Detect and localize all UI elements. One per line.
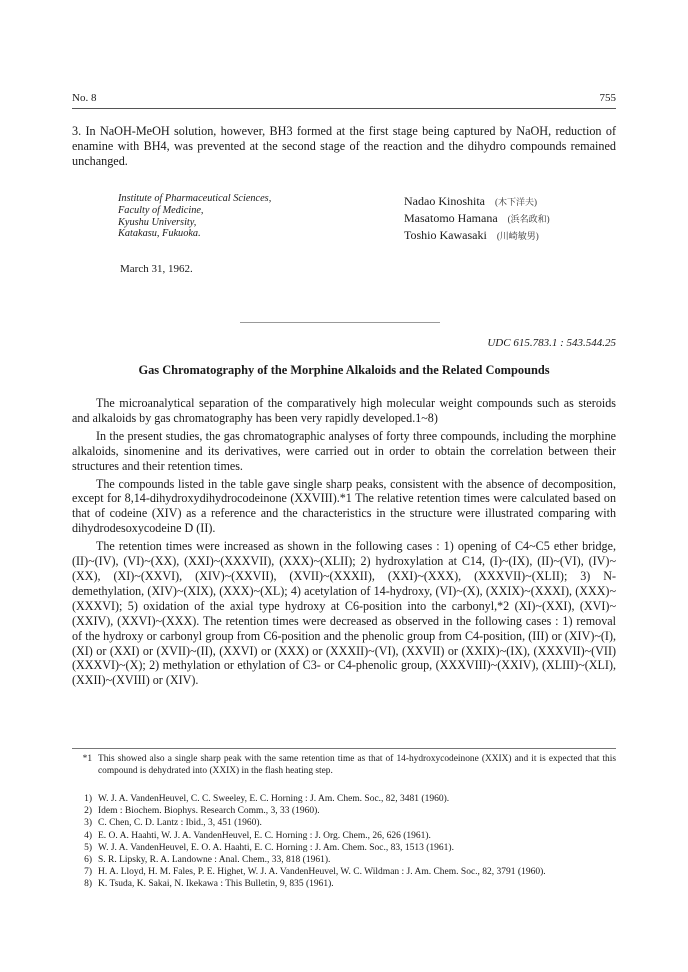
affiliation-line: Faculty of Medicine, (118, 204, 204, 216)
author-name-kanji: (浜名政和) (507, 214, 550, 224)
reference-item (72, 866, 616, 878)
author-name: Toshio Kawasaki (404, 228, 487, 242)
reference-text: E. O. A. Haahti, W. J. A. VandenHeuvel, E. C. Horning : J. Org. Chem., 26, 626 (1961). (98, 830, 431, 841)
previous-article-conclusion: 3. In NaOH-MeOH solution, however, BH3 formed at the first stage being captured by NaOH, reduction of enamine with BH4, was prevented at the second stage of the reaction and the dihydro compounds remained unchanged. (72, 124, 616, 169)
body-paragraph: In the present studies, the gas chromatographic analyses of forty three compounds, including the morphine alkaloids, sinomenine and its derivatives, were carried out in order to obtain the correlation between their structures and their retention times. (72, 428, 616, 473)
reference-text: Idem : Biochem. Biophys. Research Comm., 3, 33 (1960). (98, 806, 320, 817)
author-entry (404, 193, 550, 210)
reference-text: W. J. A. VandenHeuvel, C. C. Sweeley, E. C. Horning : J. Am. Chem. Soc., 82, 3481 (1960). (98, 794, 450, 804)
author-name: Nadao Kinoshita (404, 194, 485, 208)
affiliation-line: Katakasu, Fukuoka. (118, 228, 201, 240)
affiliation-block (118, 193, 271, 240)
reference-text: W. J. A. VandenHeuvel, E. O. A. Haahti, E. C. Horning : J. Am. Chem. Soc., 83, 1513 (1961). (98, 842, 454, 853)
reference-text: C. Chen, C. D. Lantz : Ibid., 3, 451 (1960). (98, 818, 262, 829)
footnote-text: This showed also a single sharp peak with the same retention time as that of 14-hydroxycodeinone (XXIX) and it is expected that this compound is dehydrated into (XXIX) in the flash heating step. (98, 754, 616, 776)
author-entry (404, 210, 550, 227)
reference-text: K. Tsuda, K. Sakai, N. Ikekawa : This Bulletin, 9, 835 (1961). (98, 879, 334, 890)
reference-number: 4) (84, 830, 92, 841)
reference-item (72, 830, 616, 842)
reference-item (72, 854, 616, 866)
footnote (72, 754, 616, 778)
reference-text: S. R. Lipsky, R. A. Landowne : Anal. Chem., 33, 818 (1961). (98, 855, 331, 866)
body-paragraph: The compounds listed in the table gave single sharp peaks, consistent with the absence of decomposition, except for 8,14-dihydroxydihydrocodeinone (XXVIII).*1 The relative retention times were calculated based on that of codeine (XIV) as a reference and the characteristics in the structure were illustrated comparing with dihydrodesoxycodeine D (II). (72, 476, 616, 536)
author-name: Masatomo Hamana (404, 211, 498, 225)
reference-item (72, 817, 616, 829)
reference-item (72, 878, 616, 890)
footnote-rule (72, 748, 616, 749)
article-body (72, 396, 616, 691)
reference-text: H. A. Lloyd, H. M. Fales, P. E. Highet, W. J. A. VandenHeuvel, W. C. Wildman : J. Am. Chem. Soc., 82, 3791 (1960). (98, 867, 546, 878)
author-list (404, 193, 550, 244)
reference-number: 5) (84, 842, 92, 853)
reference-number: 7) (84, 867, 92, 878)
page-number: 755 (599, 92, 616, 104)
reference-item (72, 842, 616, 854)
author-name-kanji: (川崎敏男) (496, 231, 539, 241)
received-date: March 31, 1962. (120, 263, 193, 275)
reference-item (72, 805, 616, 817)
reference-number: 2) (84, 806, 92, 817)
affiliation-line: Kyushu University, (118, 216, 197, 228)
article-title: Gas Chromatography of the Morphine Alkaloids and the Related Compounds (138, 363, 550, 377)
footnote-mark: *1 (82, 754, 92, 764)
udc-classification: UDC 615.783.1 : 543.544.25 (487, 337, 616, 349)
reference-item (72, 793, 616, 805)
body-paragraph: The microanalytical separation of the comparatively high molecular weight compounds such as steroids and alkaloids by gas chromatography has been very rapidly developed.1~8) (72, 396, 616, 425)
reference-list (72, 793, 616, 891)
author-name-kanji: (木下洋夫) (494, 197, 537, 207)
header-rule (72, 108, 616, 109)
body-paragraph: The retention times were increased as shown in the following cases : 1) opening of C4~C5 ether bridge, (II)~(IV), (VI)~(XX), (XXI)~(XXXVII), (XXX)~(XLII); 2) hydroxylation at C14, (I)~(IX), (II)~(VI), (IV)~(XX), (XI)~(XXVI), (XIV)~(XXVII), (XVII)~(XXXII), (XXI)~(XXX), (XXXVII)~(XLII); 3) N-demethylation, (XIV)~(XIX), (XXX)~(XL); 4) acetylation of 14-hydroxy, (VI)~(X), (XXIX)~(XXXI), (XXX)~(XXXVI); 5) oxidation of the axial type hydroxy at C6-position into the carbonyl,*2 (XI)~(XXI), (XVI)~(XXIV), (XXVI)~(XXX). The retention times were decreased as observed in the following cases : 1) removal of the hydroxy or carbonyl group from C6-position and the phenolic group from C4-position, (III) or (XIV)~(I), (XI) or (XXI) or (XVII)~(II), (XXVI) or (XXX) or (XXXII)~(VI), (XXVII) or (XXIX)~(IX), (XXXVII)~(VII) (XXXVI)~(X); 2) methylation or ethylation of C3- or C4-phenolic group, (XXXVIII)~(XXIV), (XLIII)~(XLI), (XXII)~(XVIII) or (XIV). (72, 539, 616, 688)
reference-number: 6) (84, 855, 92, 866)
affiliation-line: Institute of Pharmaceutical Sciences, (118, 193, 272, 204)
reference-number: 1) (84, 794, 92, 804)
reference-number: 3) (84, 818, 92, 829)
running-header-issue: No. 8 (72, 92, 97, 104)
reference-number: 8) (84, 879, 92, 890)
article-separator (240, 322, 440, 323)
author-entry (404, 227, 550, 244)
